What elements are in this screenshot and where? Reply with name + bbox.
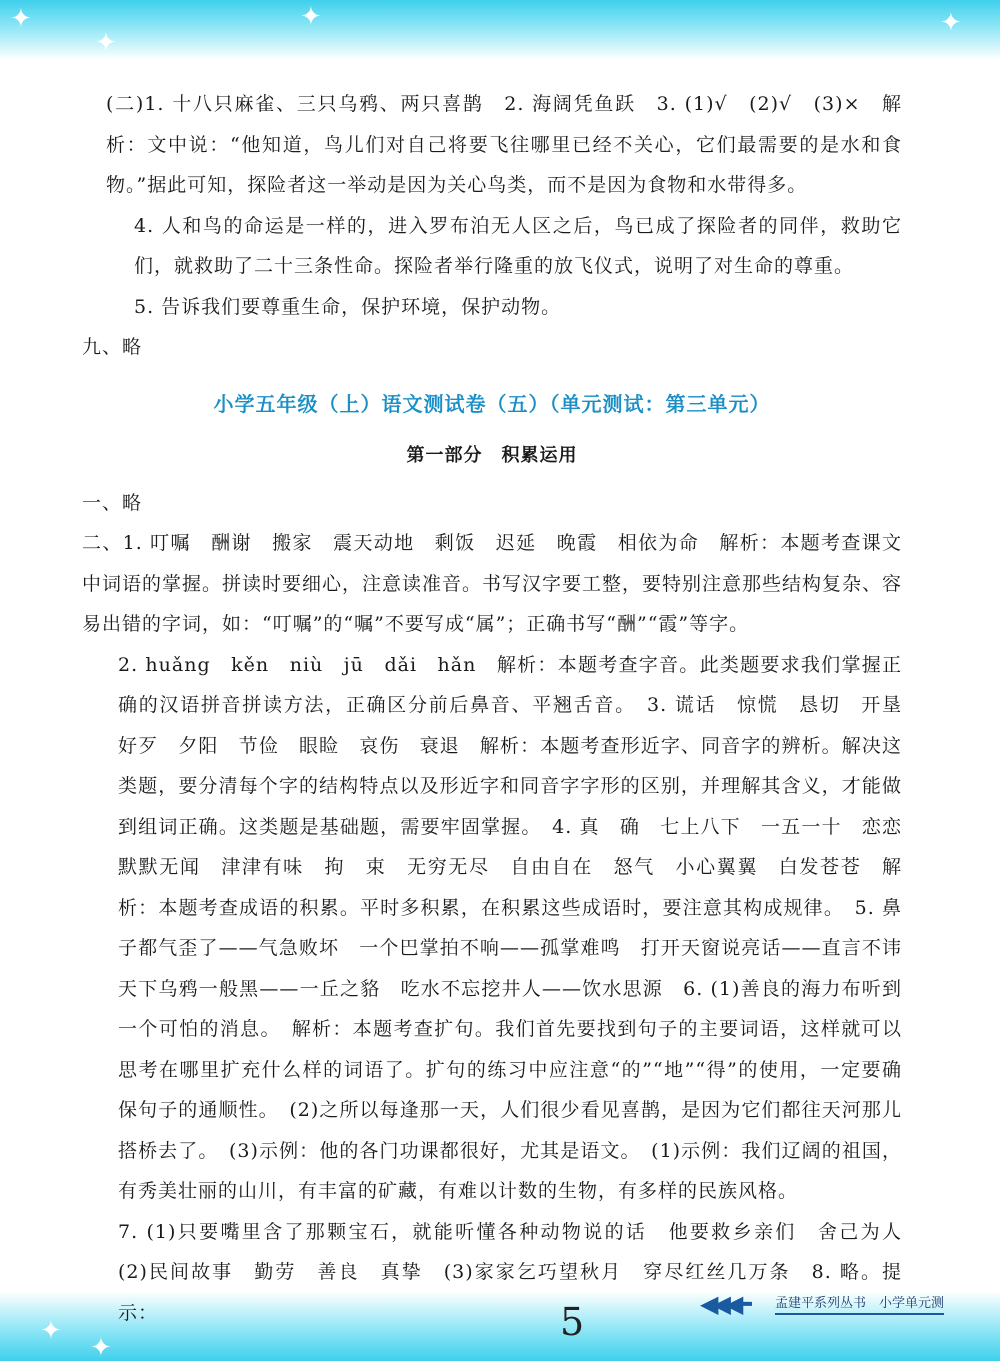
- top-decorative-band: [0, 0, 1000, 60]
- sparkle-icon: ✦: [95, 28, 117, 58]
- section9-line: 九、略: [82, 336, 143, 358]
- section2-line-2: 4. 人和鸟的命运是一样的，进入罗布泊无人区之后，鸟已成了探险者的同伴，救助它们，就救助了二十三条性命。探险者举行隆重的放飞仪式，说明了对生命的尊重。: [134, 214, 902, 277]
- page-number: 5: [560, 1300, 585, 1344]
- sparkle-icon: ✦: [300, 2, 322, 32]
- document-title: 小学五年级（上）语文测试卷（五）（单元测试：第三单元）: [213, 391, 771, 416]
- answer-q7: 7. (1)只要嘴里含了那颗宝石，就能听懂各种动物说的话 他要救乡亲们 舍己为人 (2)民间故事 勤劳 善良 真挚 (3)家家乞巧望秋月 穿尽红丝几万条 8. 略。提示：: [118, 1220, 923, 1324]
- sparkle-icon: ✦: [10, 4, 32, 34]
- sparkle-icon: ✦: [90, 1333, 112, 1363]
- footer-brand: 孟建平系列丛书 小学单元测: [775, 1292, 944, 1315]
- answer-q1: 一、略: [82, 491, 143, 514]
- sparkle-icon: ✦: [940, 8, 962, 38]
- part-title: 第一部分 积累运用: [406, 445, 578, 466]
- arrow-left-icon: ◀◀◀━: [700, 1290, 746, 1318]
- section2-line-1: (二)1. 十八只麻雀、三只乌鸦、两只喜鹊 2. 海阔凭鱼跃 3. (1)√ (2)√ (3)× 解析：文中说：“他知道，鸟儿们对自己将要飞往哪里已经不关心，它们最需要的是水和食物。”据此可知，探险者这一举动是因为关心鸟类，而不是因为食物和水带得多。: [106, 93, 902, 196]
- sparkle-icon: ✦: [40, 1316, 62, 1346]
- section2-line-3: 5. 告诉我们要尊重生命，保护环境，保护动物。: [134, 295, 562, 318]
- answer-q2-2: 2. huǎng kěn niù jū dǎi hǎn 解析：本题考查字音。此类题要求我们掌握正确的汉语拼音拼读方法，正确区分前后鼻音、平翘舌音。 3. 谎话 惊慌 恳切 开垦 好歹 夕阳 节俭 眼睑 哀伤 衰退 解析：本题考查形近字、同音字的辨析。解决这类题，要分清每个字的结构特点以及形近字和同音字字形的区别，并理解其含义，才能做到组词正确。这类题是基础题，需要牢固掌握。 4. 真 确 七上八下 一五一十 恋恋 默默无闻 津津有味 拘 束 无穷无尽 自由自在 怒气 小心翼翼 白发苍苍 解析：本题考查成语的积累。平时多积累，在积累这些成语时，要注意其构成规律。 5. 鼻子都气歪了——气急败坏 一个巴掌拍不响——孤掌难鸣 打开天窗说亮话——直言不讳 天下乌鸦一般黑——一丘之貉 吃水不忘挖井人——饮水思源 6. (1)善良的海力布听到一个可怕的消息。 解析：本题考查扩句。我们首先要找到句子的主要词语，这样就可以思考在哪里扩充什么样的词语了。扩句的练习中应注意“的”“地”“得”的使用，一定要确保句子的通顺性。 (2)之所以每逢那一天，人们很少看见喜鹊，是因为它们都往天河那儿搭桥去了。 (3)示例：他的各门功课都很好，尤其是语文。 (1)示例：我们辽阔的祖国，有秀美壮丽的山川，有丰富的矿藏，有难以计数的生物，有多样的民族风格。: [118, 653, 923, 1202]
- answer-key-content: [82, 84, 923, 1333]
- answer-q2-1: 二、1. 叮嘱 酬谢 搬家 震天动地 剩饭 迟延 晚霞 相依为命 解析：本题考查课文中词语的掌握。拼读时要细心，注意读准音。书写汉字要工整，要特别注意那些结构复杂、容易出错的字词，如：“叮嘱”的“嘱”不要写成“属”；正确书写“酬”“霞”等字。: [82, 532, 903, 635]
